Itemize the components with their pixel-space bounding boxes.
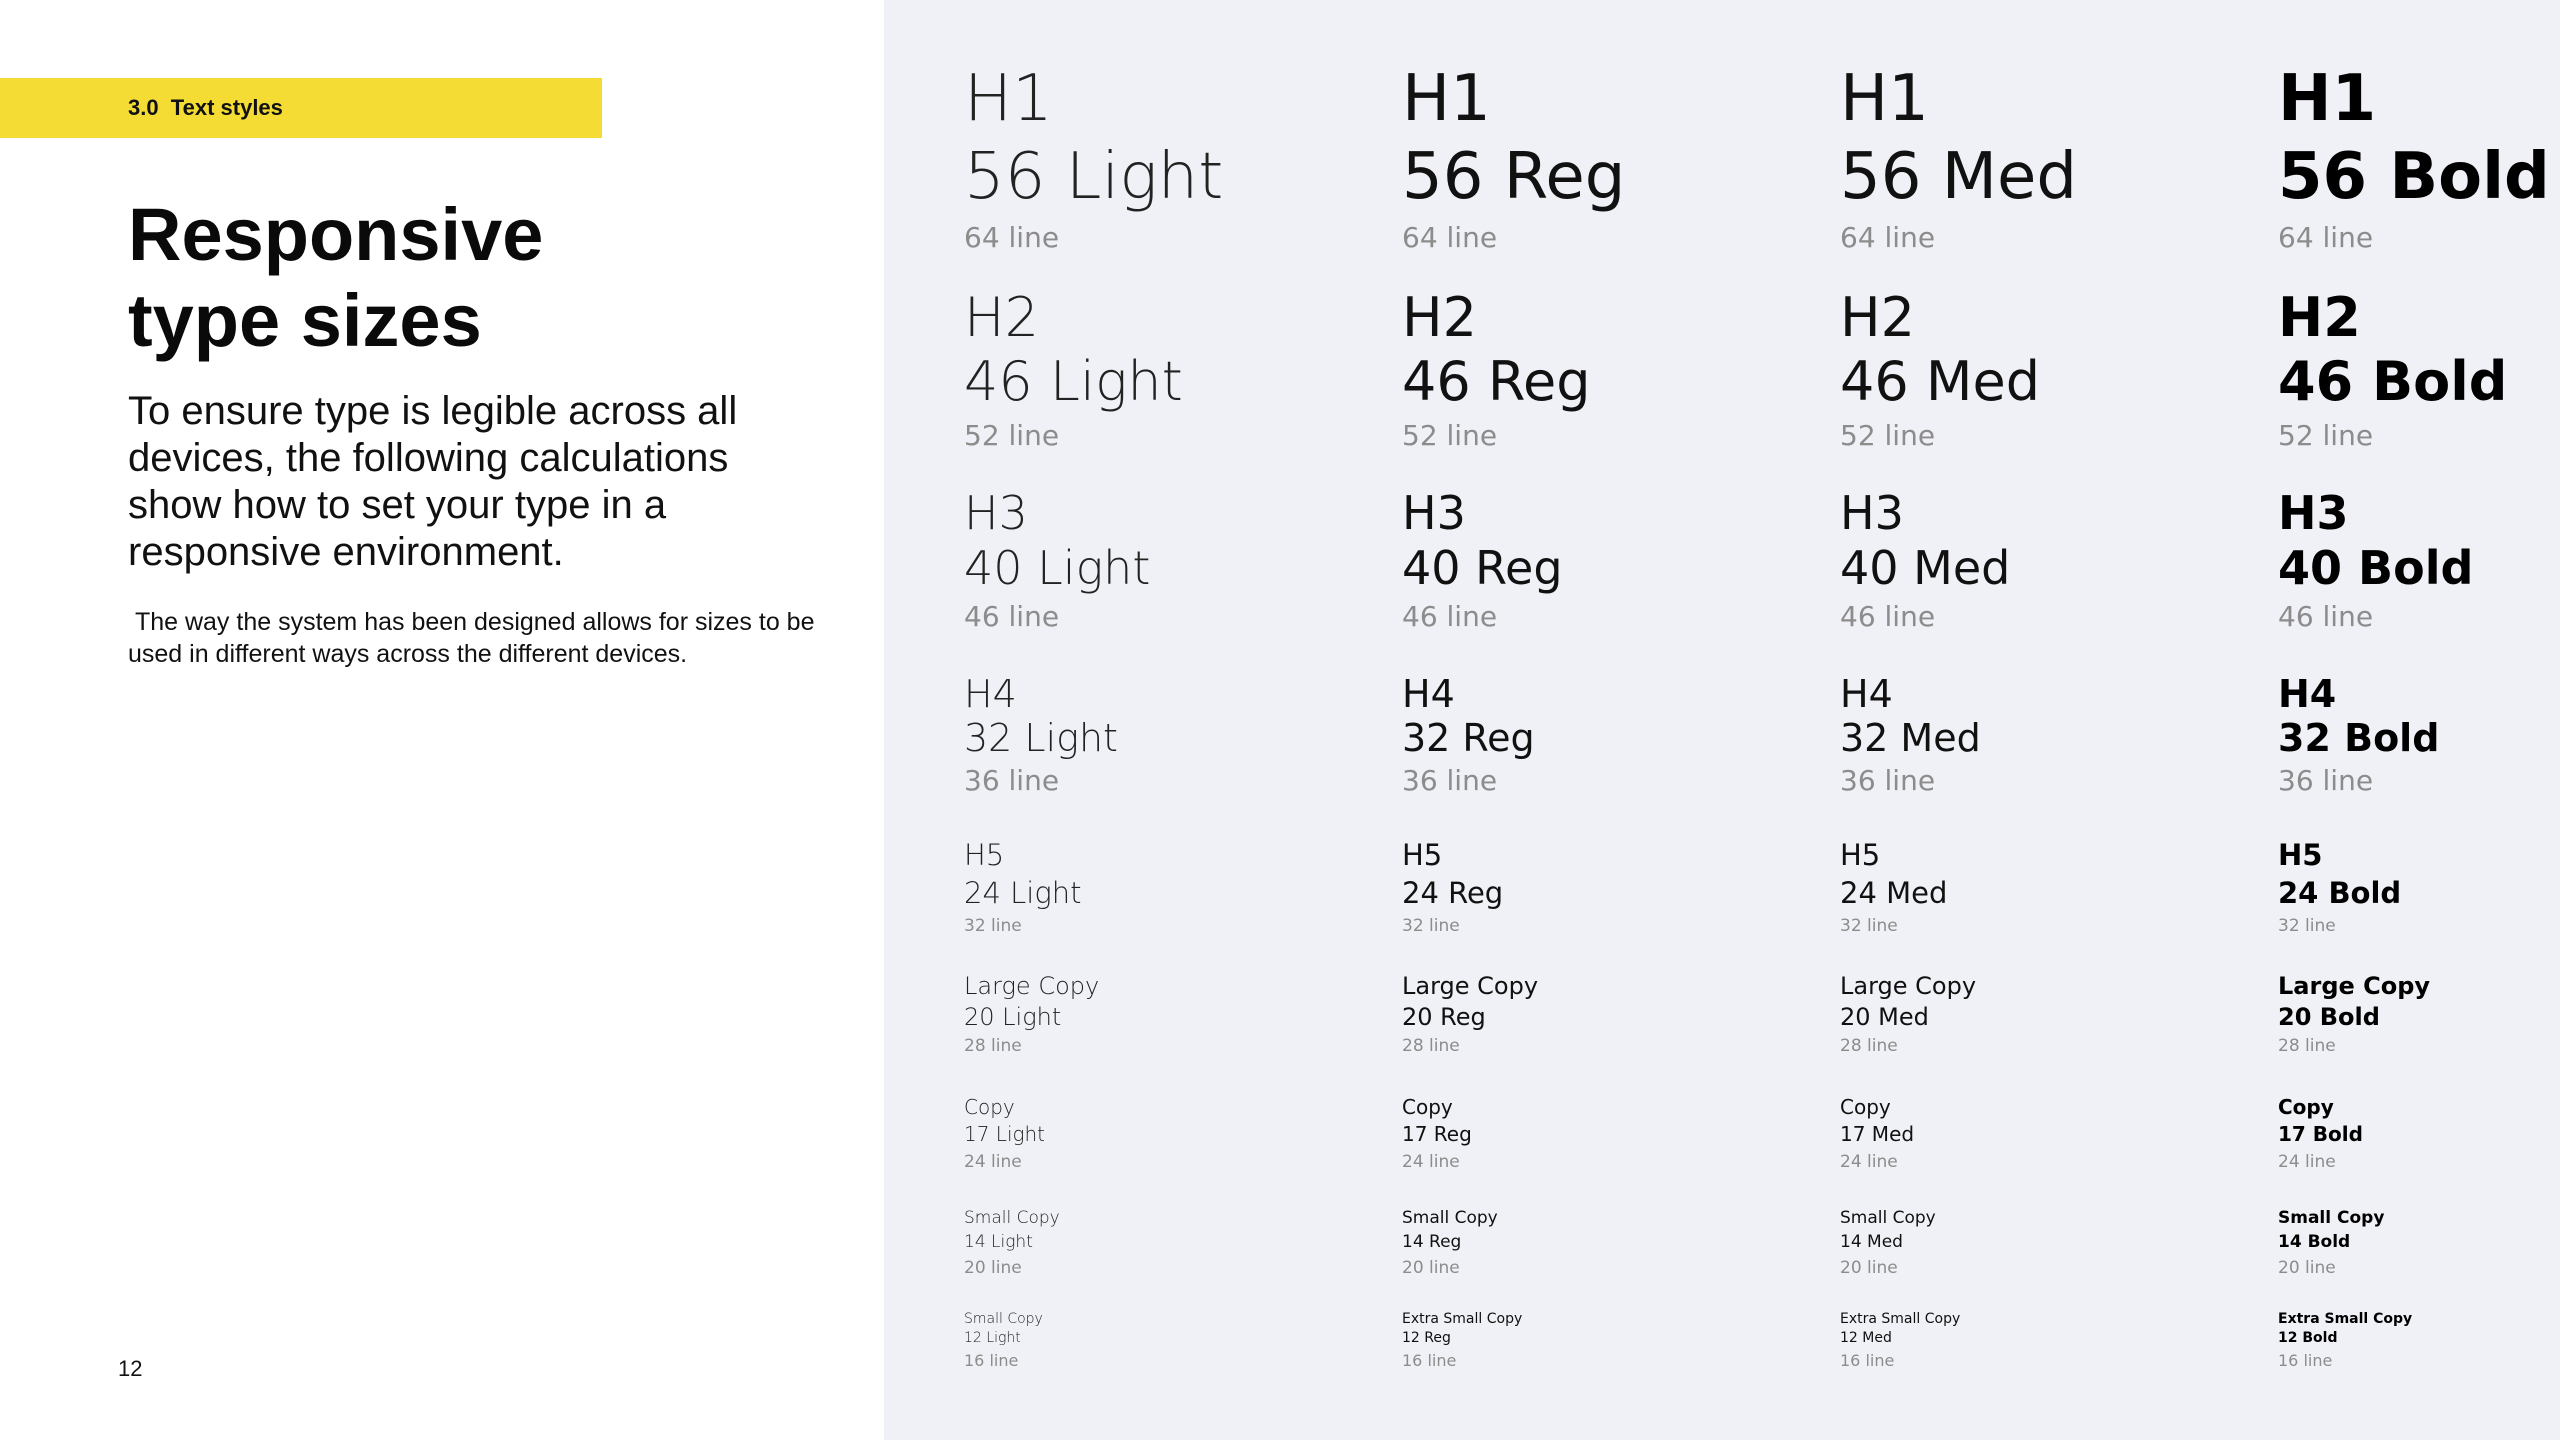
style-line-height: 28 line [964, 1036, 1022, 1056]
style-name: Large Copy [964, 972, 1100, 1000]
style-name: Small Copy [1402, 1208, 1498, 1228]
style-name: Small Copy [964, 1208, 1060, 1228]
column-regular [1402, 0, 1822, 1440]
type-spec-6 [964, 1094, 1384, 1176]
type-spec-2 [1840, 486, 2260, 638]
type-spec-2 [1402, 486, 1822, 638]
style-size: 40 Med [1840, 541, 2011, 595]
style-line-height: 24 line [1840, 1152, 1898, 1172]
type-spec-1 [964, 286, 1384, 458]
style-name: Extra Small Copy [1402, 1311, 1523, 1327]
style-size: 56 Light [964, 140, 1224, 214]
section-tag-label: 3.0 Text styles [128, 95, 283, 120]
style-name: H5 [1840, 838, 1881, 872]
style-size: 24 Reg [1402, 876, 1504, 910]
style-line-height: 64 line [2278, 221, 2374, 254]
style-line-height: 28 line [2278, 1036, 2336, 1056]
page-title: Responsive type sizes [128, 193, 544, 362]
style-name: Large Copy [2278, 972, 2431, 1000]
style-name: H3 [1402, 486, 1466, 540]
style-size: 20 Light [964, 1003, 1062, 1031]
style-name: H1 [1840, 62, 1929, 136]
style-line-height: 24 line [1402, 1152, 1460, 1172]
style-line-height: 46 line [1402, 600, 1498, 633]
type-specimen-panel [884, 0, 2560, 1440]
style-size: 46 Med [1840, 350, 2040, 413]
style-size: 12 Reg [1402, 1330, 1451, 1346]
style-size: 20 Reg [1402, 1003, 1486, 1031]
style-name: H2 [2278, 286, 2361, 349]
type-spec-8 [1840, 1310, 2260, 1374]
style-size: 20 Bold [2278, 1003, 2380, 1031]
style-size: 17 Med [1840, 1122, 1915, 1146]
style-size: 12 Light [964, 1330, 1021, 1346]
style-line-height: 52 line [1840, 419, 1936, 452]
type-spec-4 [1840, 836, 2260, 940]
type-spec-3 [1840, 672, 2260, 802]
style-name: H4 [964, 672, 1017, 716]
type-spec-4 [2278, 836, 2560, 940]
style-line-height: 16 line [1402, 1351, 1457, 1370]
style-line-height: 20 line [2278, 1258, 2336, 1278]
style-line-height: 32 line [964, 916, 1022, 936]
type-spec-8 [2278, 1310, 2560, 1374]
type-spec-3 [2278, 672, 2560, 802]
type-spec-6 [1402, 1094, 1822, 1176]
style-name: H3 [2278, 486, 2349, 540]
style-line-height: 32 line [2278, 916, 2336, 936]
body-paragraph: The way the system has been designed allows for sizes to be used in different ways across the different devices. [128, 608, 822, 668]
style-size: 40 Bold [2278, 541, 2474, 595]
style-size: 40 Light [964, 541, 1151, 595]
style-size: 32 Med [1840, 716, 1981, 760]
style-name: Small Copy [1840, 1208, 1936, 1228]
type-spec-5 [1402, 970, 1822, 1060]
style-name: Copy [1402, 1095, 1453, 1119]
style-size: 56 Bold [2278, 140, 2550, 214]
style-size: 46 Light [964, 350, 1183, 413]
type-spec-0 [2278, 60, 2560, 260]
style-size: 40 Reg [1402, 541, 1563, 595]
style-line-height: 20 line [1840, 1258, 1898, 1278]
style-size: 56 Med [1840, 140, 2077, 214]
style-name: H5 [964, 838, 1005, 872]
type-spec-1 [1840, 286, 2260, 458]
style-size: 14 Med [1840, 1232, 1903, 1252]
style-line-height: 36 line [2278, 764, 2374, 797]
style-line-height: 32 line [1402, 916, 1460, 936]
type-spec-7 [2278, 1206, 2560, 1282]
style-line-height: 46 line [1840, 600, 1936, 633]
lead-paragraph: To ensure type is legible across all devices, the following calculations show how to set your type in a responsive environment. [128, 389, 738, 574]
type-spec-1 [1402, 286, 1822, 458]
style-name: Copy [964, 1095, 1015, 1119]
style-name: Copy [2278, 1095, 2334, 1119]
style-name: Large Copy [1402, 972, 1539, 1000]
type-spec-3 [964, 672, 1384, 802]
type-spec-3 [1402, 672, 1822, 802]
style-name: H1 [2278, 62, 2377, 136]
style-line-height: 46 line [964, 600, 1060, 633]
style-line-height: 28 line [1402, 1036, 1460, 1056]
style-line-height: 64 line [964, 221, 1060, 254]
type-spec-8 [964, 1310, 1384, 1374]
style-line-height: 20 line [964, 1258, 1022, 1278]
style-line-height: 64 line [1840, 221, 1936, 254]
style-name: H1 [1402, 62, 1491, 136]
style-line-height: 36 line [1840, 764, 1936, 797]
left-panel [0, 0, 884, 1440]
style-name: H2 [1402, 286, 1477, 349]
style-line-height: 64 line [1402, 221, 1498, 254]
style-line-height: 36 line [1402, 764, 1498, 797]
style-name: H2 [964, 286, 1039, 349]
style-name: H1 [964, 62, 1053, 136]
style-name: Large Copy [1840, 972, 1977, 1000]
type-spec-1 [2278, 286, 2560, 458]
style-line-height: 16 line [964, 1351, 1019, 1370]
style-size: 24 Med [1840, 876, 1948, 910]
style-size: 20 Med [1840, 1003, 1929, 1031]
type-spec-4 [1402, 836, 1822, 940]
style-size: 32 Bold [2278, 716, 2440, 760]
style-name: H3 [964, 486, 1028, 540]
style-name: H3 [1840, 486, 1904, 540]
style-line-height: 36 line [964, 764, 1060, 797]
type-spec-5 [1840, 970, 2260, 1060]
style-size: 32 Light [964, 716, 1118, 760]
style-name: Extra Small Copy [2278, 1311, 2413, 1327]
style-size: 12 Med [1840, 1330, 1892, 1346]
type-spec-0 [1402, 60, 1822, 260]
column-light [964, 0, 1384, 1440]
style-line-height: 16 line [1840, 1351, 1895, 1370]
style-size: 17 Bold [2278, 1122, 2363, 1146]
type-spec-7 [1840, 1206, 2260, 1282]
style-size: 24 Light [964, 876, 1082, 910]
style-size: 24 Bold [2278, 876, 2402, 910]
style-line-height: 52 line [1402, 419, 1498, 452]
style-line-height: 52 line [2278, 419, 2374, 452]
style-size: 14 Bold [2278, 1232, 2351, 1252]
style-size: 32 Reg [1402, 716, 1535, 760]
style-size: 17 Light [964, 1122, 1046, 1146]
type-spec-0 [1840, 60, 2260, 260]
style-name: H5 [2278, 838, 2323, 872]
style-size: 14 Light [964, 1232, 1033, 1252]
style-line-height: 24 line [2278, 1152, 2336, 1172]
type-spec-7 [964, 1206, 1384, 1282]
style-size: 46 Reg [1402, 350, 1591, 413]
page-number: 12 [118, 1356, 143, 1381]
type-spec-0 [964, 60, 1384, 260]
style-name: Copy [1840, 1095, 1891, 1119]
style-name: Extra Small Copy [1840, 1311, 1961, 1327]
style-size: 12 Bold [2278, 1330, 2338, 1346]
column-medium [1840, 0, 2260, 1440]
style-size: 56 Reg [1402, 140, 1626, 214]
style-line-height: 46 line [2278, 600, 2374, 633]
style-name: H2 [1840, 286, 1915, 349]
style-line-height: 24 line [964, 1152, 1022, 1172]
section-tag [0, 78, 602, 138]
style-line-height: 52 line [964, 419, 1060, 452]
type-spec-5 [2278, 970, 2560, 1060]
type-spec-2 [2278, 486, 2560, 638]
type-spec-2 [964, 486, 1384, 638]
column-bold [2278, 0, 2560, 1440]
type-spec-5 [964, 970, 1384, 1060]
style-name: H4 [1402, 672, 1455, 716]
style-name: Small Copy [2278, 1208, 2385, 1228]
style-name: Small Copy [964, 1311, 1043, 1327]
type-spec-4 [964, 836, 1384, 940]
style-name: H5 [1402, 838, 1443, 872]
type-spec-8 [1402, 1310, 1822, 1374]
type-spec-6 [1840, 1094, 2260, 1176]
style-name: H4 [2278, 672, 2337, 716]
style-size: 46 Bold [2278, 350, 2508, 413]
style-line-height: 28 line [1840, 1036, 1898, 1056]
style-name: H4 [1840, 672, 1893, 716]
style-size: 14 Reg [1402, 1232, 1462, 1252]
type-spec-6 [2278, 1094, 2560, 1176]
style-line-height: 16 line [2278, 1351, 2333, 1370]
style-size: 17 Reg [1402, 1122, 1472, 1146]
style-line-height: 20 line [1402, 1258, 1460, 1278]
style-line-height: 32 line [1840, 916, 1898, 936]
type-spec-7 [1402, 1206, 1822, 1282]
